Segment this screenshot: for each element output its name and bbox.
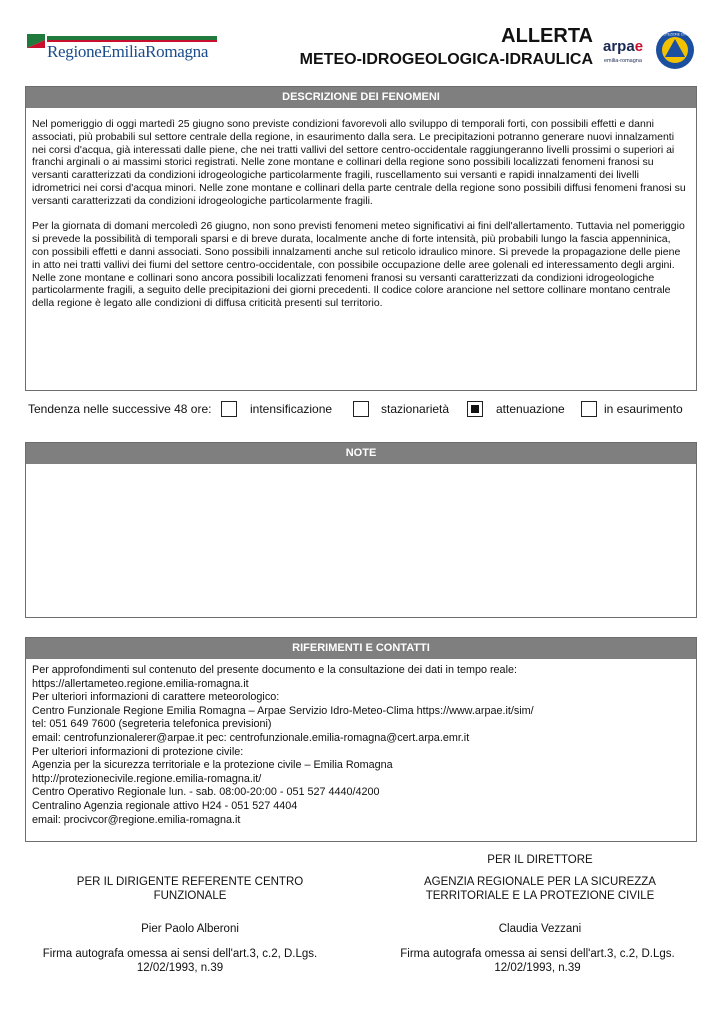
right-signer-name: Claudia Vezzani	[498, 923, 582, 935]
civil-protection-logo-icon	[655, 30, 695, 70]
trend-checkbox-attenuazione[interactable]	[467, 401, 483, 417]
right-signer-role: AGENZIA REGIONALE PER LA SICUREZZA TERRITORIALE E LA PROTEZIONE CIVILE	[424, 876, 656, 902]
right-signature-note: Firma autografa omessa ai sensi dell'art.3, c.2, D.Lgs. 12/02/1993, n.39	[400, 948, 675, 974]
reference-line: Per ulteriori informazioni di carattere meteorologico:	[32, 691, 280, 704]
trend-option-label: in esaurimento	[604, 402, 683, 416]
region-logo-text: RegioneEmiliaRomagna	[47, 42, 209, 61]
references-body	[26, 659, 696, 827]
description-section	[25, 86, 697, 391]
reference-line: email: centrofunzionalerer@arpae.it pec: centrofunzionale.emilia-romagna@cert.arpa.emr.it	[32, 731, 470, 744]
description-paragraph: Per la giornata di domani mercoledì 26 giugno, non sono previsti fenomeni meteo significativi ai fini dell'allertamento. Tuttavia nel pomeriggio si prevede la possibilità di temporali sparsi e di breve durata, localmente anche di forte intensità, più probabili lungo la fascia appenninica, con possibili effetti e danni associati. Sono possibili innalzamenti anche sul reticolo idraulico minore. Si prevede la propagazione delle piene in atto nei tratti vallivi dei fiumi del settore centro-occidentale, con possibile occupazione delle aree golenali ed interessamento degli argini. Nelle zone montane e collinari sono ancora possibili localizzati fenomeni franosi su versanti caratterizzati da condizioni idrogeologiche particolarmente fragili, a seguito delle precipitazioni dei giorni precedenti. Il codice colore arancione nel settore collinare montano centrale della regione è legato alle condizioni di diffusa criticità presenti sul territorio.	[32, 220, 685, 310]
left-signer-role: PER IL DIRIGENTE REFERENTE CENTRO FUNZIONALE	[76, 876, 304, 902]
trend-option-label: intensificazione	[250, 402, 333, 416]
reference-line: Centro Operativo Regionale lun. - sab. 08:00-20:00 - 051 527 4440/4200	[32, 786, 380, 799]
reference-line: Per approfondimenti sul contenuto del presente documento e la consultazione dei dati in tempo reale:	[32, 664, 517, 676]
description-heading: DESCRIZIONE DEI FENOMENI	[26, 87, 696, 108]
trend-row	[28, 401, 698, 419]
civil-protection-logo-text: PROTEZIONE CIVILE	[659, 32, 691, 37]
references-section	[25, 637, 697, 842]
reference-line: email: procivcor@regione.emilia-romagna.it	[32, 813, 241, 826]
reference-line: Centralino Agenzia regionale attivo H24 - 051 527 4404	[32, 799, 298, 812]
arpae-logo-main: arpa	[603, 38, 635, 55]
right-signer-pre-role: PER IL DIRETTORE	[487, 854, 593, 866]
reference-link[interactable]: http://protezionecivile.regione.emilia-romagna.it/	[32, 772, 262, 785]
notes-body	[26, 464, 696, 474]
notes-heading: NOTE	[26, 443, 696, 464]
arpae-logo-sub: emilia-romagna	[604, 58, 642, 64]
notes-section	[25, 442, 697, 618]
reference-link[interactable]: https://allertameteo.regione.emilia-romagna.it	[32, 677, 249, 690]
trend-checkbox-intensificazione[interactable]	[221, 401, 237, 417]
reference-line: Per ulteriori informazioni di protezione civile:	[32, 745, 244, 758]
alert-title: ALLERTA	[501, 25, 593, 47]
trend-label: Tendenza nelle successive 48 ore:	[28, 402, 212, 416]
left-signer-name: Pier Paolo Alberoni	[141, 923, 239, 935]
alert-subtitle: METEO-IDROGEOLOGICA-IDRAULICA	[299, 51, 593, 68]
references-heading: RIFERIMENTI E CONTATTI	[26, 638, 696, 659]
reference-line: Centro Funzionale Regione Emilia Romagna – Arpae Servizio Idro-Meteo-Clima https://www.arpae.it/sim/	[32, 704, 534, 717]
reference-line: Agenzia per la sicurezza territoriale e la protezione civile – Emilia Romagna	[32, 759, 393, 772]
arpae-logo-accent: e	[634, 38, 644, 55]
region-flag-icon	[27, 34, 45, 48]
regione-emilia-romagna-logo	[27, 34, 217, 64]
description-body	[26, 108, 696, 310]
trend-option-label: attenuazione	[496, 402, 565, 416]
trend-checkbox-in-esaurimento[interactable]	[581, 401, 597, 417]
trend-checkbox-stazionarieta[interactable]	[353, 401, 369, 417]
arpae-logo	[603, 38, 651, 68]
trend-option-label: stazionarietà	[381, 402, 450, 416]
reference-line: tel: 051 649 7600 (segreteria telefonica previsioni)	[32, 718, 272, 731]
left-signature-note: Firma autografa omessa ai sensi dell'art.3, c.2, D.Lgs. 12/02/1993, n.39	[42, 948, 318, 974]
description-paragraph: Nel pomeriggio di oggi martedì 25 giugno sono previste condizioni favorevoli allo sviluppo di temporali forti, con possibili effetti e danni associati, più probabili sul settore centrale della regione, in esaurimento dalla sera. Le precipitazioni potranno generare nuovi innalzamenti nei corsi d'acqua, già interessati dalle piene, che nei tratti vallivi del settore centro-occidentale raggiungeranno livelli prossimi o superiori ai franchi arginali o ai massimi storici registrati. Nelle zone montane e collinari della regione sono possibili localizzati fenomeni franosi su versanti caratterizzati da condizioni idrogeologiche particolarmente fragili, ruscellamento sui versanti e rapidi innalzamenti dei livelli idrometrici nei corsi d'acqua minori. Nelle zone montane e collinari della parte centrale della regione sono possibili diffusi fenomeni franosi su versanti caratterizzati da condizioni idrogeologiche particolarmente fragili.	[32, 118, 686, 207]
